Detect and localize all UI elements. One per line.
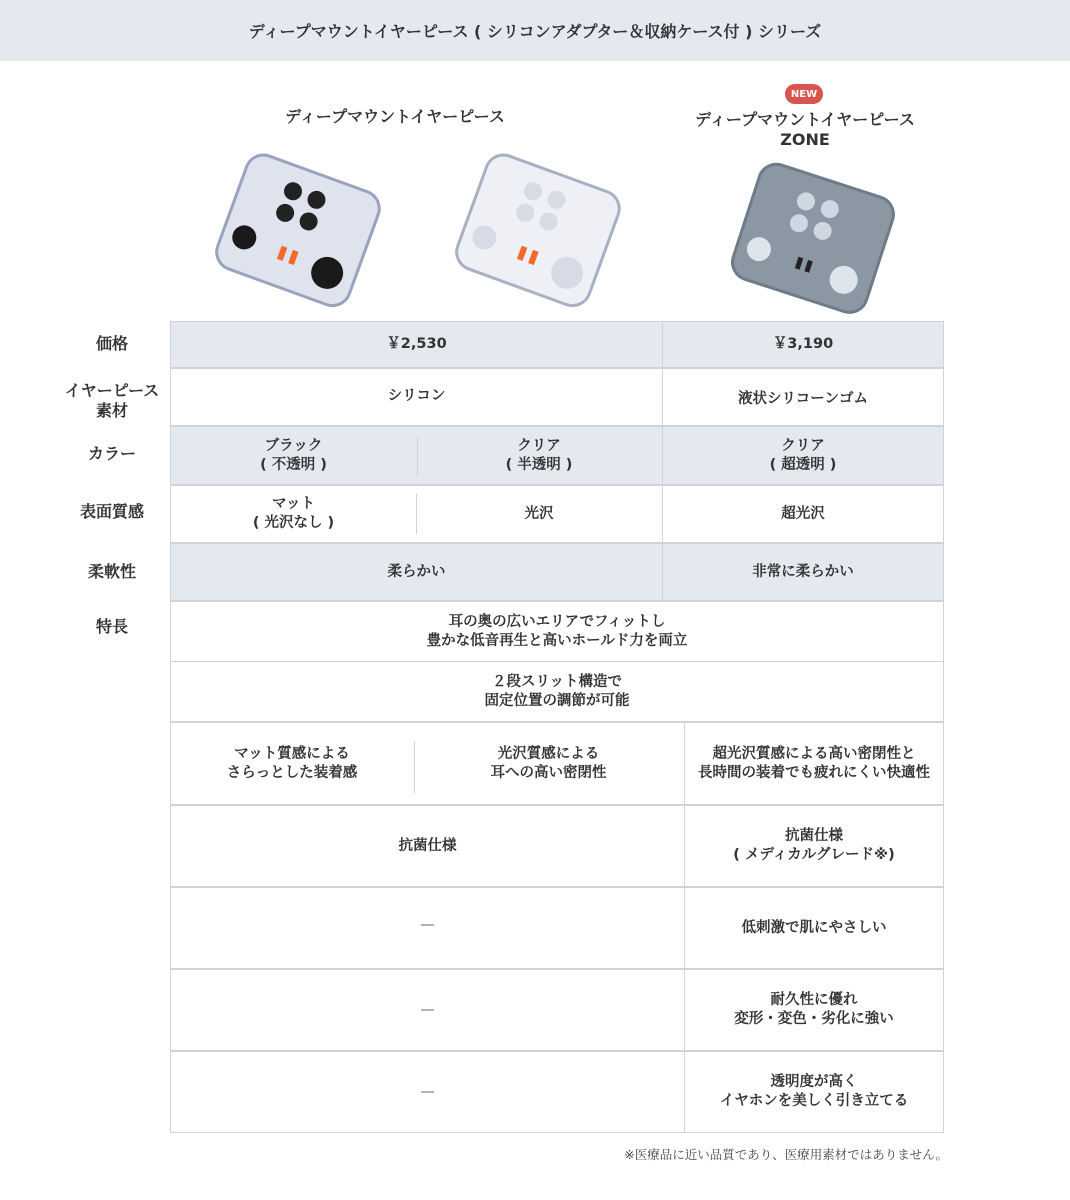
feature-zone-skin: 低刺激で肌にやさしい [684, 887, 944, 969]
color-black: ブラック ( 不透明 ) [170, 426, 417, 485]
divider [417, 437, 418, 477]
footnote: ※医療品に近い品質であり、医療用素材ではありません。 [624, 1147, 948, 1162]
feature-zone-durable: 耐久性に優れ 変形・変色・劣化に強い [684, 969, 944, 1051]
series-title-banner [0, 0, 1070, 61]
material-standard: シリコン [170, 368, 663, 426]
color-zone: クリア ( 超透明 ) [662, 426, 944, 485]
surface-gloss: 光沢 [416, 485, 663, 543]
surface-zone: 超光沢 [662, 485, 944, 543]
feature-antibacterial: 抗菌仕様 [170, 805, 685, 887]
feature-zone-transparent: 透明度が高く イヤホンを美しく引き立てる [684, 1051, 944, 1133]
zone-earpiece-case-image [725, 160, 900, 315]
divider [416, 494, 417, 534]
material-zone: 液状シリコーンゴム [662, 368, 944, 426]
feature-fit: 耳の奥の広いエリアでフィットし 豊かな低音再生と高いホールド力を両立 [170, 601, 944, 662]
black-earpiece-case-image [210, 150, 385, 310]
feature-gloss: 光沢質感による 耳への高い密閉性 [413, 722, 685, 805]
feature-none-3: — [170, 1051, 685, 1133]
clear-earpiece-case-image [450, 150, 625, 310]
row-label-color: カラー [87, 444, 136, 463]
series-title: ディープマウントイヤーピース ( シリコンアダプター＆収納ケース付 ) シリーズ [248, 22, 822, 41]
row-label-material: イヤーピース 素材 [64, 381, 160, 420]
row-label-softness: 柔軟性 [87, 562, 136, 581]
new-badge: NEW [785, 84, 823, 104]
feature-zone-antibacterial: 抗菌仕様 ( メディカルグレード※) [684, 805, 944, 887]
price-zone: ￥3,190 [662, 321, 944, 368]
row-label-price: 価格 [95, 334, 128, 353]
feature-none-1: — [170, 887, 685, 969]
product-title-zone: ディープマウントイヤーピース ZONE [695, 110, 915, 149]
softness-zone: 非常に柔らかい [662, 543, 944, 601]
feature-matte: マット質感による さらっとした装着感 [170, 722, 414, 805]
feature-none-2: — [170, 969, 685, 1051]
row-label-surface: 表面質感 [79, 502, 144, 521]
softness-standard: 柔らかい [170, 543, 663, 601]
color-clear: クリア ( 半透明 ) [416, 426, 663, 485]
feature-slit: ２段スリット構造で 固定位置の調節が可能 [170, 661, 944, 722]
price-standard: ￥2,530 [170, 321, 663, 368]
feature-zone-gloss: 超光沢質感による高い密閉性と 長時間の装着でも疲れにくい快適性 [684, 722, 944, 805]
row-label-features: 特長 [95, 617, 128, 636]
surface-matte: マット ( 光沢なし ) [170, 485, 417, 543]
divider [414, 741, 415, 793]
product-title-standard: ディープマウントイヤーピース [285, 107, 505, 126]
